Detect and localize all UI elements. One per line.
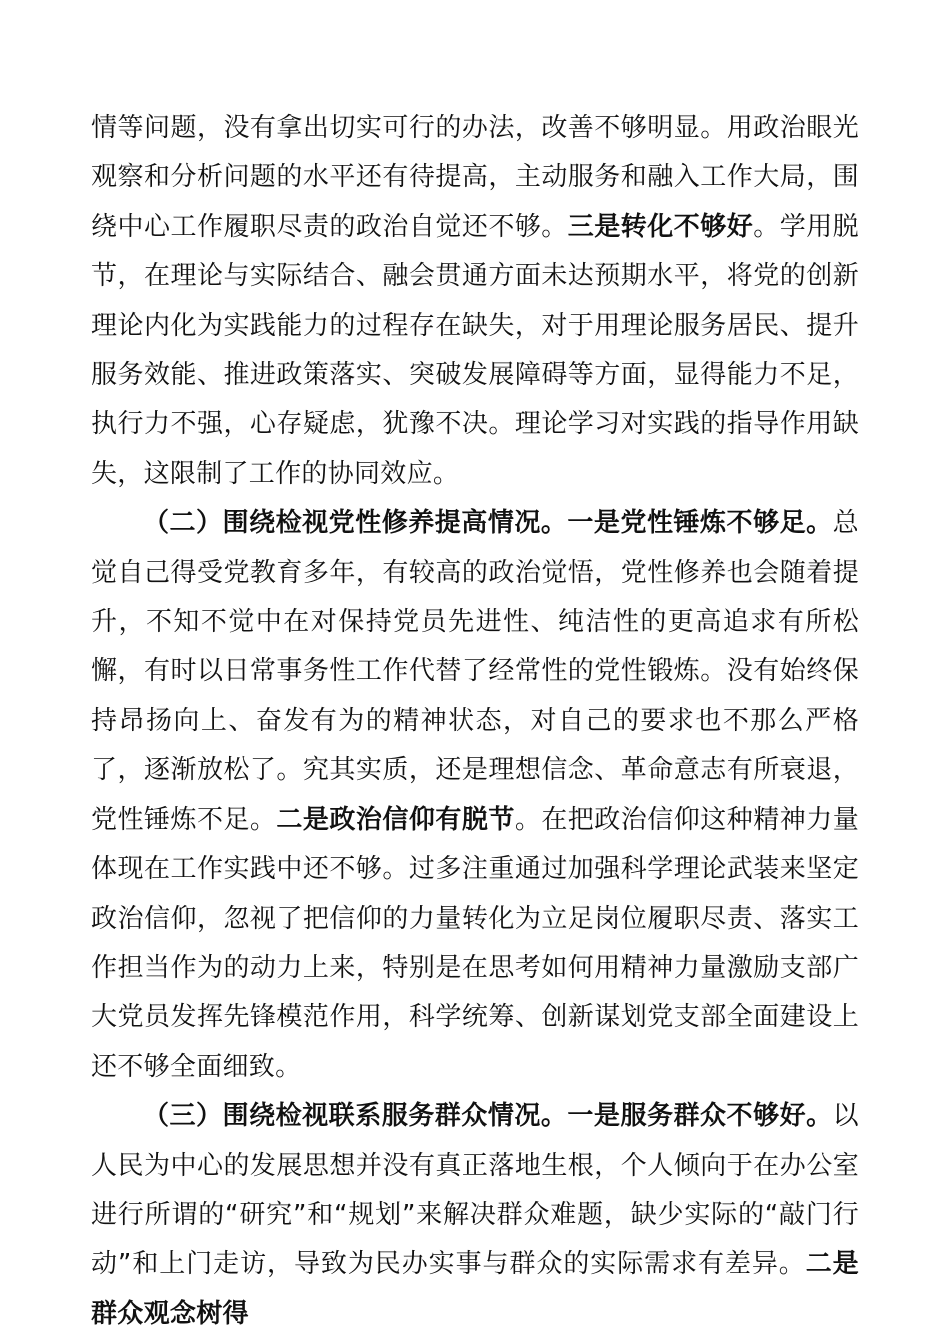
section-three-point-two: 二是群众观念树得 <box>91 1249 859 1329</box>
paragraph-3 <box>91 1092 859 1339</box>
paragraph-2 <box>91 499 859 1092</box>
paragraph-1-run-1: 情等问题，没有拿出切实可行的办法，改善不够明显。用政治眼光观察和分析问题的水平还有待提高，主动服务和融入工作大局，围绕中心工作履职尽责的政治自觉还不够。 <box>91 113 859 242</box>
section-two-point-one: 一是党性锤炼不够足。 <box>567 508 833 539</box>
paragraph-1-run-3: 。学用脱节，在理论与实际结合、融会贯通方面未达预期水平，将党的创新理论内化为实践能力的过程存在缺失，对于用理论服务居民、提升服务效能、推进政策落实、突破发展障碍等方面，显得能力不足，执行力不强，心存疑虑，犹豫不决。理论学习对实践的指导作用缺失，这限制了工作的协同效应。 <box>91 211 859 489</box>
section-two-heading: （二）围绕检视党性修养提高情况。 <box>143 508 568 539</box>
paragraph-2-run-3: 总觉自己得受党教育多年，有较高的政治觉悟，党性修养也会随着提升，不知不觉中在对保持党员先进性、纯洁性的更高追求有所松懈，有时以日常事务性工作代替了经常性的党性锻炼。没有始终保持昂扬向上、奋发有为的精神状态，对自己的要求也不那么严格了，逐渐放松了。究其实质，还是理想信念、革命意志有所衰退，党性锤炼不足。 <box>91 508 859 835</box>
section-three-point-one: 一是服务群众不够好。 <box>567 1101 833 1132</box>
paragraph-1-heading-three: 三是转化不够好 <box>567 211 754 242</box>
paragraph-3-run-3: 以人民为中心的发展思想并没有真正落地生根，个人倾向于在办公室进行所谓的“研究”和“规划”来解决群众难题，缺少实际的“敲门行动”和上门走访，导致为民办实事与群众的实际需求有差异。 <box>91 1101 859 1280</box>
paragraph-2-run-5: 。在把政治信仰这种精神力量体现在工作实践中还不够。过多注重通过加强科学理论武装来坚定政治信仰，忽视了把信仰的力量转化为立足岗位履职尽责、落实工作担当作为的动力上来，特别是在思考如何用精神力量激励支部广大党员发挥先锋模范作用，科学统筹、创新谋划党支部全面建设上还不够全面细致。 <box>91 804 859 1082</box>
body-text <box>91 104 859 1339</box>
paragraph-1 <box>91 104 859 499</box>
section-three-heading: （三）围绕检视联系服务群众情况。 <box>143 1101 568 1132</box>
section-two-point-two: 二是政治信仰有脱节 <box>276 804 515 835</box>
